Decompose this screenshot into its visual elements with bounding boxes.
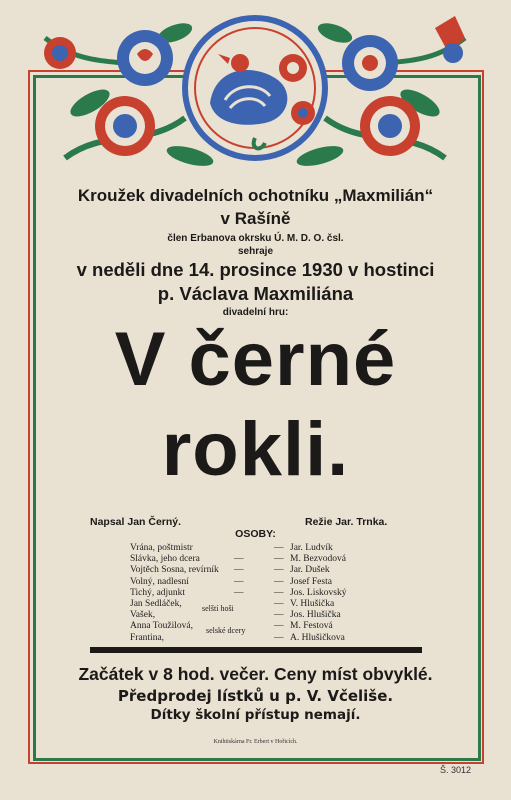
ensemble-place: v Rašíně (220, 209, 291, 228)
cast-dash: — (234, 587, 244, 598)
printer-imprint: Knihtiskárna Fr. Erbert v Hořicích. (213, 739, 298, 745)
cast-dash: — (234, 554, 244, 565)
info-start: Začátek v 8 hod. večer. Ceny míst obvyklé. (78, 664, 433, 684)
info-presale: Předprodej lístků u p. V. Včeliše. (117, 687, 394, 705)
catalog-number: Š. 3012 (440, 765, 472, 775)
cast-dash: — (274, 587, 284, 598)
event-venue: p. Václava Maxmiliána (157, 283, 354, 304)
cast-dash: — (274, 565, 284, 576)
cast-actor: Josef Festa (290, 576, 332, 587)
play-title-line1: V černé (114, 317, 397, 402)
cast-dash: — (274, 610, 284, 621)
cast-actor: A. Hlušičkova (290, 632, 345, 643)
cast-dash: — (274, 621, 284, 632)
cast-row (130, 577, 390, 588)
cast-row (130, 554, 390, 565)
cast-role: Vrána, poštmistr (130, 543, 193, 553)
cast-dash: — (274, 543, 284, 553)
cast-dash: — (274, 632, 284, 643)
credits-author: Napsal Jan Černý. (90, 516, 182, 528)
cast-heading: OSOBY: (235, 528, 276, 540)
cast-row (130, 598, 390, 613)
cast-role: Volný, nadlesní (130, 576, 189, 587)
group-label-women: selské dcery (206, 626, 246, 636)
cast-row (130, 621, 390, 636)
cast-dash: — (234, 565, 244, 576)
cast-role: Vojtěch Sosna, revírník (130, 565, 219, 576)
cast-role: Vašek, (130, 610, 156, 621)
cast-dash: — (274, 554, 284, 565)
cast-dash: — (234, 576, 244, 587)
event-kind: divadelní hru: (222, 307, 289, 318)
cast-row (130, 588, 390, 599)
cast-role: Slávka, jeho dcera (130, 554, 200, 565)
cast-row (130, 565, 390, 576)
cast-row (130, 610, 390, 621)
cast-actor: M. Festová (290, 621, 333, 632)
group-label-men: selští hoši (202, 603, 234, 613)
cast-role: Tichý, adjunkt (130, 587, 186, 598)
cast-actor: M. Bezvodová (290, 554, 346, 565)
cast-actor: Jos. Liskovský (290, 587, 347, 598)
cast-list (130, 543, 390, 644)
cast-row (130, 633, 390, 644)
cast-role: Jan Sedláček, (130, 598, 182, 609)
divider-rule (90, 647, 422, 653)
cast-actor: Jar. Ludvík (290, 543, 333, 553)
event-date-line: v neděli dne 14. prosince 1930 v hostinci (76, 259, 435, 280)
ensemble-verb: sehraje (237, 246, 274, 257)
ensemble-membership: člen Erbanova okrsku Ú. M. D. O. čsl. (167, 233, 344, 244)
cast-actor: Jar. Dušek (290, 565, 330, 576)
cast-row (130, 543, 390, 554)
cast-actor: Jos. Hlušička (290, 610, 341, 621)
ensemble-name: Kroužek divadelních ochotníku „Maxmilián“ (77, 186, 434, 205)
info-children: Dítky školní přístup nemají. (150, 707, 361, 723)
cast-actor: V. Hlušička (290, 598, 335, 609)
credits-director: Režie Jar. Trnka. (305, 516, 388, 528)
cast-dash: — (274, 598, 284, 609)
folk-ornament-illustration (25, 8, 485, 173)
cast-dash: — (274, 576, 284, 587)
cast-role: Anna Toužilová, (130, 621, 194, 632)
cast-role: Frantina, (130, 632, 165, 643)
play-title-line2: rokli. (161, 407, 350, 492)
